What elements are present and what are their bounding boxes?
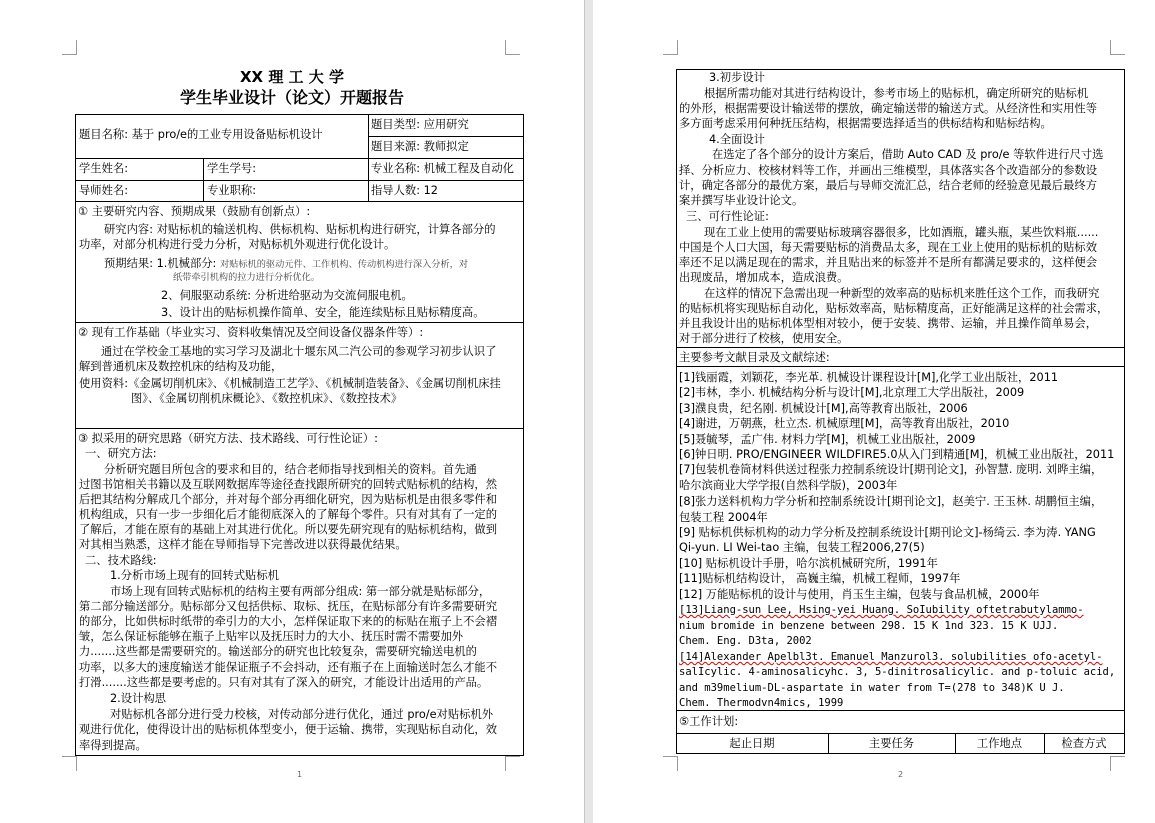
section-1-line: 3、设计出的贴标机操作简单、安全，能连续贴标且贴标精度高。: [161, 306, 485, 319]
reference-item: [13]Liang-sun Lee, Hsing-yei Huang. SoIubility oftetrabutylammo-: [679, 604, 1084, 616]
reference-item: [9] 贴标机供标机构的动力学分析及控制系统设计[期刊论文]-杨绮云. 李为涛. YANG: [679, 526, 1096, 539]
plan-col-check: 检查方式: [1061, 737, 1107, 750]
crop-mark: [1110, 40, 1125, 55]
reference-item: Qi-yun. LI Wei-tao 主编，包装工程2006,27(5): [679, 541, 925, 554]
table-rule: [75, 180, 524, 181]
design-line: 4.全面设计: [709, 133, 765, 146]
section-1-small: 纸带牵引机构的拉力进行分析优化。: [173, 272, 320, 283]
plan-col-dates: 起止日期: [729, 737, 775, 750]
section-1-line: 2、伺服驱动系统: 分析进给驱动为交流伺服电机。: [161, 289, 413, 302]
feasibility-line: 中国是个人口大国，每天需要贴标的消费品太多，现在工业上使用的贴标机的贴标效: [679, 241, 1097, 254]
section-2-heading: ② 现有工作基础（毕业实习、资料收集情况及空间设备仪器条件等）:: [78, 326, 424, 339]
reference-item: [5]聂毓琴，孟广伟. 材料力学[M]，机械工业出版社，2009: [679, 433, 976, 446]
reference-item: [14]Alexander Apelbl3t. Emanuel Manzurol3. solubilities ofo-acetyl-: [679, 651, 1103, 663]
feasibility-line: 的贴标机将实现贴标自动化，贴标效率高，贴标精度高，正好能满足这样的社会需求，: [679, 302, 1109, 315]
section-3-line: 市场上现有回转式贴标机的结构主要有两部分组成: 第一部分就是贴标部分，: [110, 585, 491, 598]
section-1-line: 功率，对部分机构进行受力分析，对贴标机外观进行优化设计。: [79, 238, 396, 251]
report-title: 学生毕业设计（论文）开题报告: [179, 88, 404, 107]
section-3-line: 二、技术路线:: [85, 554, 157, 567]
section-3-heading: ③ 拟采用的研究思路（研究方法、技术路线、可行性论证）:: [78, 432, 378, 445]
design-line: 择、分析应力、校核材料等工作，并画出三维模型，具体落实各个改造部分的参数设: [679, 164, 1097, 177]
reference-item: [3]濮良贵，纪名刚. 机械设计[M],高等教育出版社，2006: [679, 402, 968, 415]
section-3-line: 第二部分输送部分。贴标部分又包括供标、取标、抚压，在贴标部分有许多需要研究: [79, 600, 497, 613]
table-rule: [676, 69, 677, 754]
section-3-line: 观进行优化，使得设计出的贴标机体型变小，便于运输、携带，实现贴标自动化，效: [79, 723, 497, 736]
reference-item: [11]贴标机结构设计， 高巍主编，机械工程师，1997年: [679, 572, 961, 585]
reference-item: salIcylic. 4-aminosalicyhc. 3, 5-dinitrosalicylic. and p-toluic acid,: [679, 666, 1116, 678]
table-rule: [203, 158, 204, 202]
reference-item: [2]韦林，李小. 机械结构分析与设计[M],北京理工大学出版社，2009: [679, 386, 1025, 399]
section-3-line: 1.分析市场上现有的回转式贴标机: [110, 569, 279, 582]
crop-mark: [663, 40, 678, 55]
crop-mark: [62, 40, 77, 55]
table-rule: [523, 114, 524, 756]
section-1-line: 研究内容: 对贴标机的输送机构、供标机构、贴标机构进行研究，计算各部分的: [104, 223, 496, 236]
page-number: 1: [297, 770, 303, 779]
advisor-title-label: 专业职称:: [207, 184, 256, 197]
section-3-line: 的部分，比如供标时纸带的牵引力的大小，怎样保证取下来的的标贴在瓶子上不会褶: [79, 615, 497, 628]
design-line: 计，确定各部分的最优方案，最后与导师交流汇总，结合老师的经验意见最后最终方: [679, 179, 1097, 192]
table-rule: [676, 347, 1125, 348]
feasibility-heading: 三、可行性论证:: [686, 210, 769, 223]
reference-item: 包装工程 2004年: [679, 511, 768, 524]
design-line: 在选定了各个部分的设计方案后，借助 Auto CAD 及 pro/e 等软件进行尺寸选: [712, 148, 1104, 161]
section-3-line: 对贴标机各部分进行受力校核，对传动部分进行优化，通过 pro/e对贴标机外: [110, 708, 494, 721]
table-rule: [75, 158, 524, 159]
reference-item: nium bromide in benzene between 298. 15 K 1nd 323. 15 K UJJ.: [679, 620, 1059, 632]
topic-source: 题目来源: 教师拟定: [371, 140, 469, 153]
table-rule: [676, 733, 1125, 734]
plan-col-location: 工作地点: [976, 737, 1023, 750]
section-3-line: 率得到提高。: [79, 739, 147, 752]
section-3-line: 对其相当熟悉，这样才能在导师指导下完善改进以获得最优结果。: [79, 538, 407, 551]
table-rule: [75, 428, 524, 429]
table-rule: [1124, 69, 1125, 754]
crop-mark: [505, 756, 520, 771]
crop-mark: [663, 756, 678, 771]
reference-item: [10] 贴标机设计手册，哈尔滨机械研究所，1991年: [679, 557, 938, 570]
reference-item: [12] 万能贴标机的设计与使用，肖玉生主编，包装与食品机械，2000年: [679, 588, 1040, 601]
reference-item: and m39melium-DL-aspartate in water from T=(278 to 348)K U J.: [679, 682, 1065, 694]
feasibility-line: 并且我设计出的贴标机体型相对较小，便于安装、携带、运输，并且操作简单易会，: [679, 317, 1097, 330]
crop-mark: [1110, 756, 1125, 771]
section-2-line: 使用资料:《金属切削机床》、《机械制造工艺学》、《机械制造装备》、《金属切削机床挂: [79, 377, 501, 390]
section-3-line: 了解后，才能在原有的基础上对其进行优化。所以要先研究现有的贴标机结构，做到: [79, 523, 497, 536]
section-2-line: 图》、《金属切削机床概论》、《数控机床》、《数控技术》: [131, 392, 403, 405]
table-rule: [75, 114, 524, 115]
reference-item: [1]钱丽霞，刘颖花，李光革. 机械设计课程设计[M],化学工业出版社，2011: [679, 371, 1059, 384]
section-3-line: 打滑.......这些都是要考虑的。只有对其有了深入的研究，才能设计出适用的产品。: [79, 676, 489, 689]
section-3-line: 后把其结构分解成几个部分，并对每个部分再细化研究，因为贴标机是由很多零件和: [79, 493, 497, 506]
section-1-heading: ① 主要研究内容、预期成果（鼓励有创新点）:: [78, 205, 311, 218]
major-label: 专业名称: 机械工程及自动化: [371, 162, 514, 175]
section-3-line: 过图书馆相关书籍以及互联网数据库等途径查找跟所研究的回转式贴标机的结构，然: [79, 478, 497, 491]
design-line: 的外形，根据需要设计输送带的摆放，确定输送带的输送方式。从经济性和实用性等: [679, 102, 1097, 115]
table-rule: [75, 322, 524, 323]
table-rule: [676, 753, 1125, 754]
crop-mark: [505, 40, 520, 55]
feasibility-line: 率还不足以满足现在的需求，并且贴出来的标签并不是所有都满足要求的，这样便会: [679, 256, 1097, 269]
advisor-name-label: 导师姓名:: [79, 184, 128, 197]
student-name-label: 学生姓名:: [79, 162, 128, 175]
section-3-line: 皱，怎么保证标能够在瓶子上贴牢以及抚压时力的大小、抚压时需不需要加外: [79, 630, 464, 643]
design-line: 3.初步设计: [709, 71, 765, 84]
crop-mark: [62, 756, 77, 771]
table-rule: [75, 201, 524, 202]
section-1-small: 对贴标机的驱动元件、工作机构、传动机构进行深入分析，对: [220, 259, 469, 270]
student-id-label: 学生学号:: [207, 162, 256, 175]
references-heading: 主要参考文献目录及文献综述:: [679, 351, 830, 364]
feasibility-line: 在这样的情况下急需出现一种新型的效率高的贴标机来胜任这个工作，而我研究: [704, 287, 1100, 300]
school-name: XX 理 工 大 学: [239, 68, 345, 86]
feasibility-line: 对于部分进行了校核，使用安全。: [679, 332, 849, 345]
section-3-line: 力.......这些都是需要研究的。输送部分的研究也比较复杂，需要研究输送电机的: [79, 645, 477, 658]
section-2-line: 解到普通机床及数控机床的结构及功能，: [79, 360, 283, 373]
reference-item: Chem. Eng. D3ta, 2002: [679, 635, 812, 647]
reference-item: [7]包装机卷筒材料供送过程张力控制系统设计[期刊论文]，孙智慧. 庞明. 刘晔主编，: [679, 463, 1103, 476]
reference-item: [4]谢进，万朝燕，杜立杰. 机械原理[M]，高等教育出版社，2010: [679, 417, 1010, 430]
section-3-line: 机构组成，只有一步一步细化后才能彻底深入的了解每个零件。只有对其有了一定的: [79, 508, 497, 521]
document-page-2: [593, 0, 1155, 823]
table-rule: [676, 366, 1125, 367]
plan-col-tasks: 主要任务: [868, 737, 915, 750]
page-number: 2: [898, 770, 904, 779]
work-plan-heading: ⑤工作计划:: [679, 715, 739, 728]
guide-count-label: 指导人数: 12: [371, 184, 438, 197]
reference-item: 哈尔滨商业大学学报(自然科学版)，2003年: [679, 479, 898, 492]
section-3-line: 功率，以多大的速度输送才能保证瓶子不会抖动，还有瓶子在上面输送时怎么才能不: [79, 661, 497, 674]
feasibility-line: 现在工业上使用的需要贴标玻璃容器很多，比如酒瓶，罐头瓶，某些饮料瓶......: [704, 226, 1099, 239]
section-1-line: 预期结果: 1.机械部分:: [104, 257, 217, 270]
section-2-line: 通过在学校金工基地的实习学习及湖北十堰东风二汽公司的参观学习初步认识了: [101, 345, 497, 358]
topic-name: 题目名称: 基于 pro/e的工业专用设备贴标机设计: [79, 128, 323, 141]
topic-type: 题目类型: 应用研究: [371, 118, 469, 131]
table-rule: [75, 755, 524, 756]
feasibility-line: 出现废品，增加成本，造成浪费。: [679, 271, 849, 284]
table-rule: [676, 69, 1125, 70]
design-line: 根据所需功能对其进行结构设计，参考市场上的贴标机，确定所研究的贴标机: [704, 87, 1089, 100]
design-line: 案并撰写毕业设计论文。: [679, 194, 804, 207]
table-rule: [368, 136, 524, 137]
reference-item: Chem. Thermodvn4mics, 1999: [679, 697, 844, 709]
reference-item: [8]张力送料机构力学分析和控制系统设计[期刊论文]，赵美宁. 王玉林. 胡鹏恒主编，: [679, 495, 1103, 508]
table-rule: [75, 114, 76, 756]
section-3-line: 一、研究方法:: [85, 447, 157, 460]
table-rule: [368, 114, 369, 202]
section-3-line: 2.设计构思: [110, 692, 166, 705]
design-line: 多方面考虑采用何种抚压结构，根据需要选择适当的供标结构和贴标结构。: [679, 117, 1052, 130]
reference-item: [6]钟日明. PRO/ENGINEER WILDFIRE5.0从入门到精通[M]，机械工业出版社，2011: [679, 448, 1115, 461]
section-3-line: 分析研究题目所包含的要求和目的，结合老师指导找到相关的资料。首先通: [104, 463, 477, 476]
